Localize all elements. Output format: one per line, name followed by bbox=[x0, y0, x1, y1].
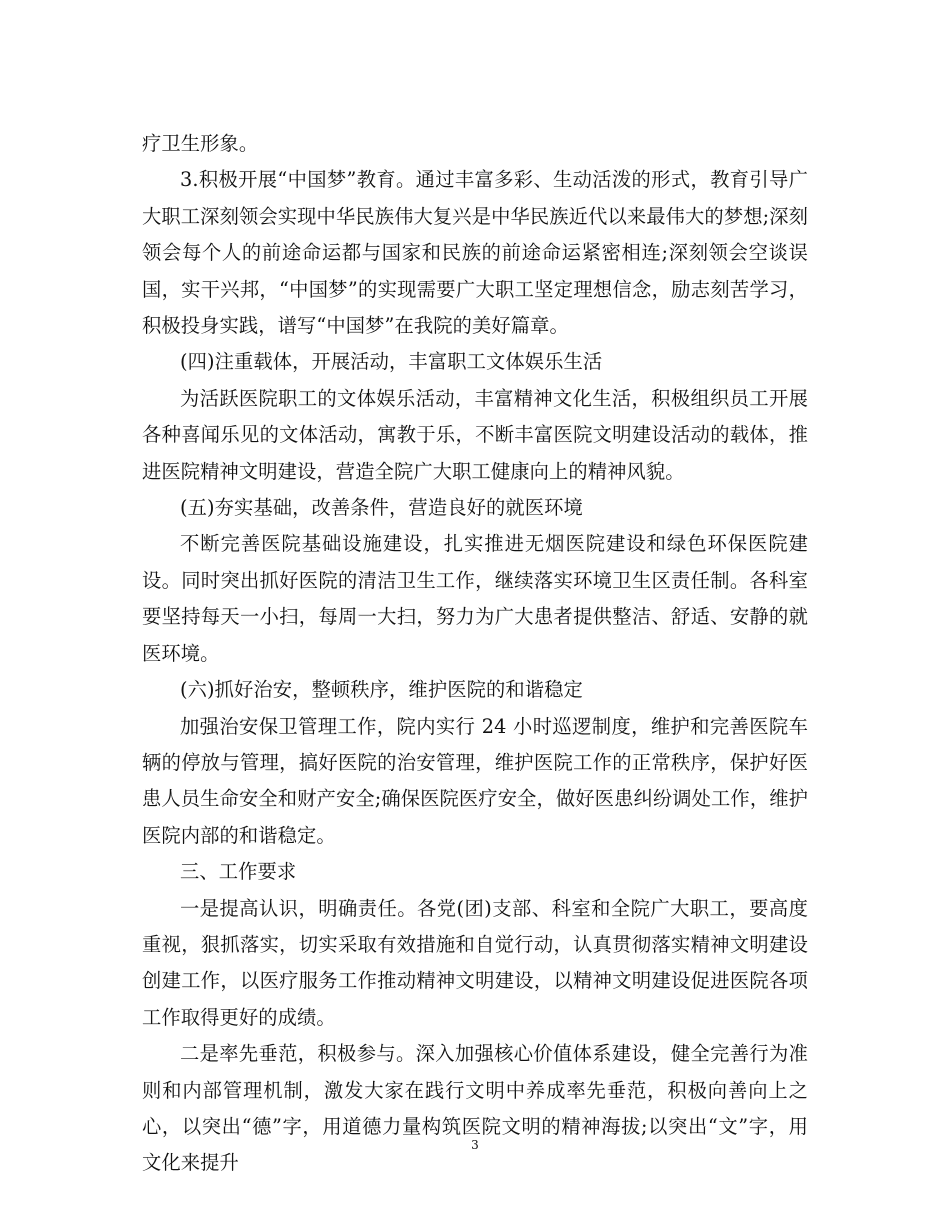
paragraph-china-dream-education: 3.积极开展“中国梦”教育。通过丰富多彩、生动活泼的形式，教育引导广大职工深刻领会实现中华民族伟大复兴是中华民族近代以来最伟大的梦想;深刻领会每个人的前途命运都与国家和民族的前途命运紧密相连;深刻领会空谈误国，实干兴邦，“中国梦”的实现需要广大职工坚定理想信念，励志刻苦学习，积极投身实践，谱写“中国梦”在我院的美好篇章。 bbox=[142, 168, 808, 338]
paragraph-infrastructure: 不断完善医院基础设施建设，扎实推进无烟医院建设和绿色环保医院建设。同时突出抓好医院的清洁卫生工作，继续落实环境卫生区责任制。各科室要坚持每天一小扫，每周一大扫，努力为广大患者提供整洁、舒适、安静的就医环境。 bbox=[142, 532, 808, 665]
document-body bbox=[142, 126, 808, 1182]
page-number: 3 bbox=[471, 1138, 479, 1152]
paragraph-continuation: 疗卫生形象。 bbox=[142, 132, 259, 155]
section-heading-4: (四)注重载体，开展活动，丰富职工文体娱乐生活 bbox=[180, 350, 603, 374]
section-heading-requirements: 三、工作要求 bbox=[180, 860, 297, 884]
paragraph-cultural-activities: 为活跃医院职工的文体娱乐活动，丰富精神文化生活，积极组织员工开展各种喜闻乐见的文体活动，寓教于乐，不断丰富医院文明建设活动的载体，推进医院精神文明建设，营造全院广大职工健康向上的精神风貌。 bbox=[142, 386, 808, 483]
section-heading-5: (五)夯实基础，改善条件，营造良好的就医环境 bbox=[180, 496, 583, 520]
section-heading-6: (六)抓好治安，整顿秩序，维护医院的和谐稳定 bbox=[180, 678, 583, 702]
paragraph-requirement-2: 二是率先垂范，积极参与。深入加强核心价值体系建设，健全完善行为准则和内部管理机制，激发大家在践行文明中养成率先垂范，积极向善向上之心，以突出“德”字，用道德力量构筑医院文明的精神海拔;以突出“文”字，用文化来提升 bbox=[142, 1042, 808, 1175]
paragraph-security: 加强治安保卫管理工作，院内实行 24 小时巡逻制度，维护和完善医院车辆的停放与管理，搞好医院的治安管理，维护医院工作的正常秩序，保护好医患人员生命安全和财产安全;确保医院医疗安全，做好医患纠纷调处工作，维护医院内部的和谐稳定。 bbox=[142, 714, 808, 847]
paragraph-requirement-1: 一是提高认识，明确责任。各党(团)支部、科室和全院广大职工，要高度重视，狠抓落实，切实采取有效措施和自觉行动，认真贯彻落实精神文明建设创建工作，以医疗服务工作推动精神文明建设，以精神文明建设促进医院各项工作取得更好的成绩。 bbox=[142, 896, 808, 1029]
